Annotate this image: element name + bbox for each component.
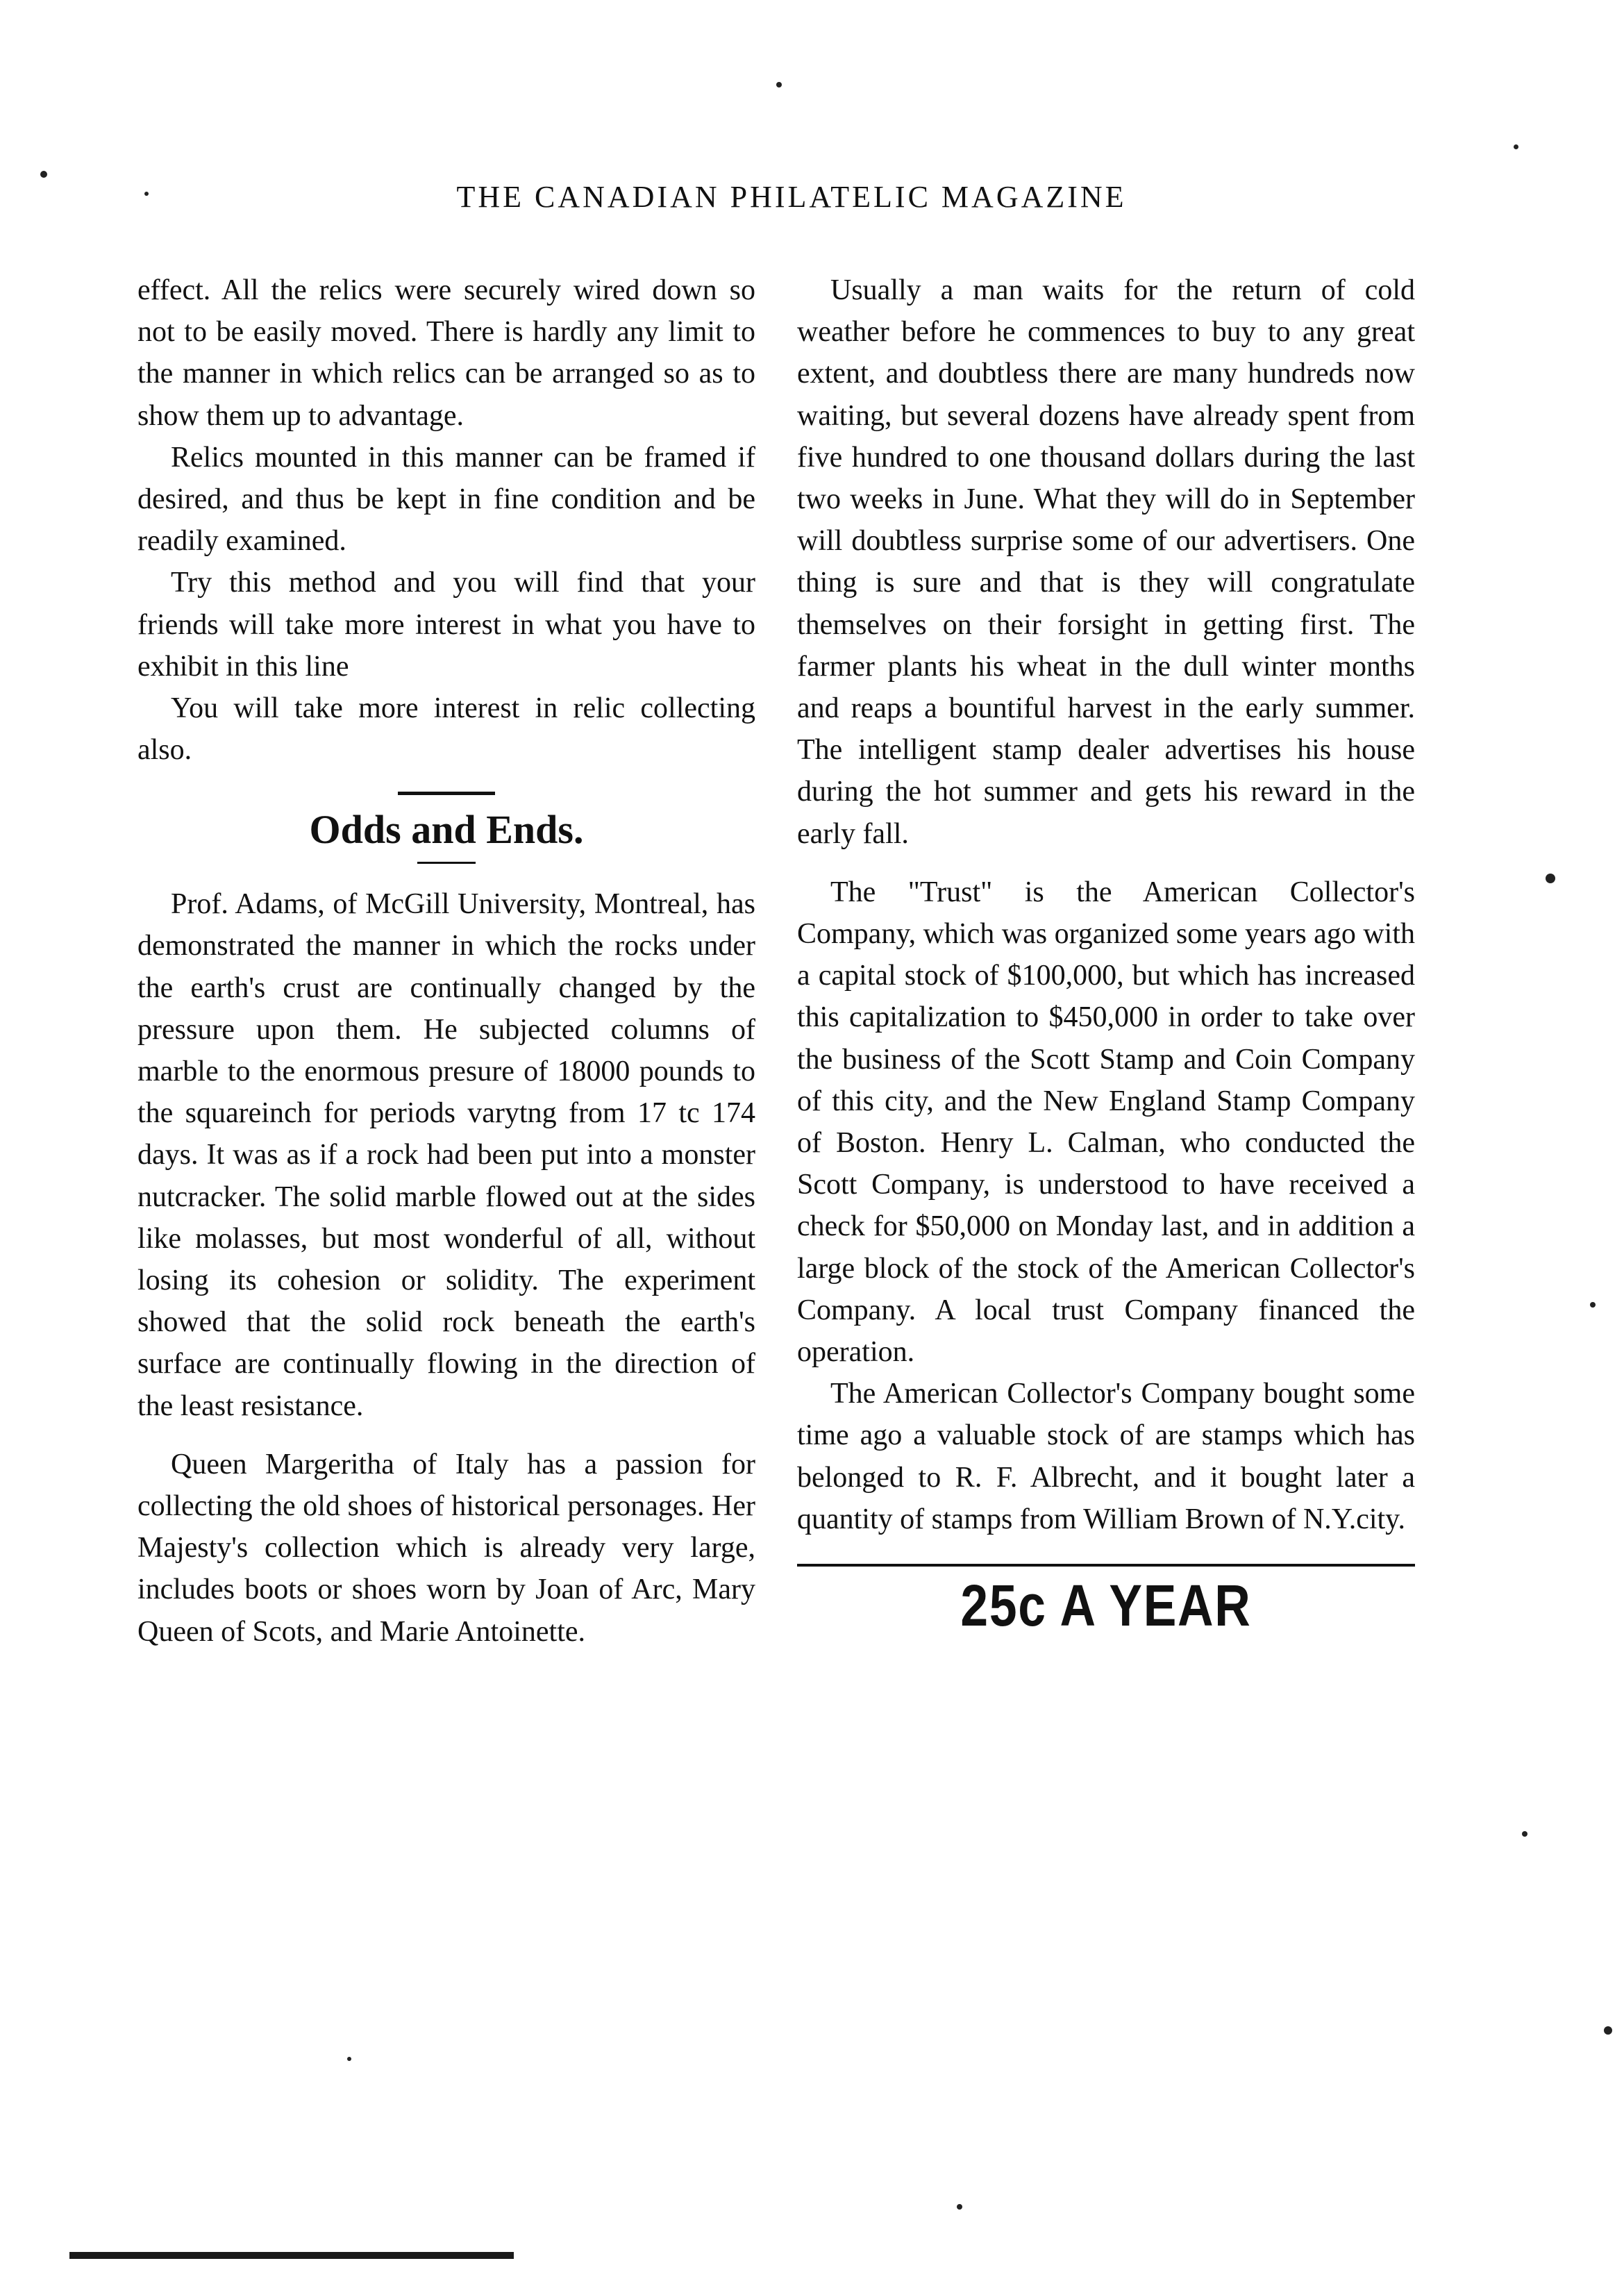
scan-speck [776,82,782,87]
scan-speck [957,2204,962,2210]
scan-edge-bar [69,2252,514,2259]
paragraph: Try this method and you will find that your friends will take more interest in what you have to exhibit in this line [137,567,755,683]
paragraph: The "Trust" is the American Collector's Company, which was organized some years ago with a capital stock of $100,000, but which has increased this capitalization to $450,000 in order to take over the business of the Scott Stamp and Coin Company of this city, and the New England Stamp Company of Boston. Henry L. Calman, who conducted the Scott Company, is understood to have received a check for $50,000 on Monday last, and in addition a large block of the stock of the American Collector's Company. A local trust Company financed the operation. [797,876,1415,1369]
scan-speck [144,192,149,196]
section-title: Odds and Ends. [309,807,584,853]
section-divider-top [398,792,495,795]
running-header: THE CANADIAN PHILATELIC MAGAZINE [456,180,1127,214]
scan-speck [1522,1831,1527,1837]
scan-speck [347,2057,351,2061]
paragraph: Queen Margeritha of Italy has a passion for collecting the old shoes of historical personages. Her Majesty's collection which is already very large, includes boots or shoes worn by Joan of Arc, Mary Queen of Scots, and Marie Antoinette. [137,1448,755,1648]
paragraph: You will take more interest in relic collecting also. [137,692,755,767]
ad-divider [797,1564,1415,1567]
paragraph: Prof. Adams, of McGill University, Montreal, has demonstrated the manner in which the rocks under the earth's crust are continually changed by the pressure upon them. He subjected columns of marble to the enormous presure of 18000 pounds to the squareinch for periods varytng from 17 tc 174 days. It was as if a rock had been put into a monster nutcracker. The solid marble flowed out at the sides like molasses, but most wonderful of all, without losing its cohesion or solidity. The experiment showed that the solid rock beneath the earth's surface are continually flowing in the direction of the least resistance. [137,888,755,1422]
paragraph: Relics mounted in this manner can be framed if desired, and thus be kept in fine condition and be readily examined. [137,441,755,558]
scan-speck [1514,144,1518,149]
scan-speck [1604,2026,1612,2035]
section-divider-bottom [417,862,476,864]
paragraph: Usually a man waits for the return of cold weather before he commences to buy to any great extent, and doubtless there are many hundreds now waiting, but several dozens have already spent from five hundred to one thousand dollars during the last two weeks in June. What they will do in September will doubtless surprise some of our advertisers. One thing is sure and that is they will congratulate themselves on their forsight in getting first. The farmer plants his wheat in the dull winter months and reaps a bountiful harvest in the early summer. The intelligent stamp dealer advertises his house during the hot summer and gets his reward in the early fall. [797,274,1415,850]
paragraph: effect. All the relics were securely wired down so not to be easily moved. There is hardly any limit to the manner in which relics can be arranged so as to show them up to advantage. [137,274,755,432]
paragraph: The American Collector's Company bought some time ago a valuable stock of are stamps which has belonged to R. F. Albrecht, and it bought later a quantity of stamps from William Brown of N.Y.city. [797,1378,1415,1535]
right-column [797,269,1415,1639]
scan-speck [40,171,47,178]
subscription-price-ad: 25c A YEAR [960,1573,1252,1639]
scan-speck [1546,874,1555,883]
left-column [137,269,755,1653]
scan-speck [1590,1302,1596,1308]
